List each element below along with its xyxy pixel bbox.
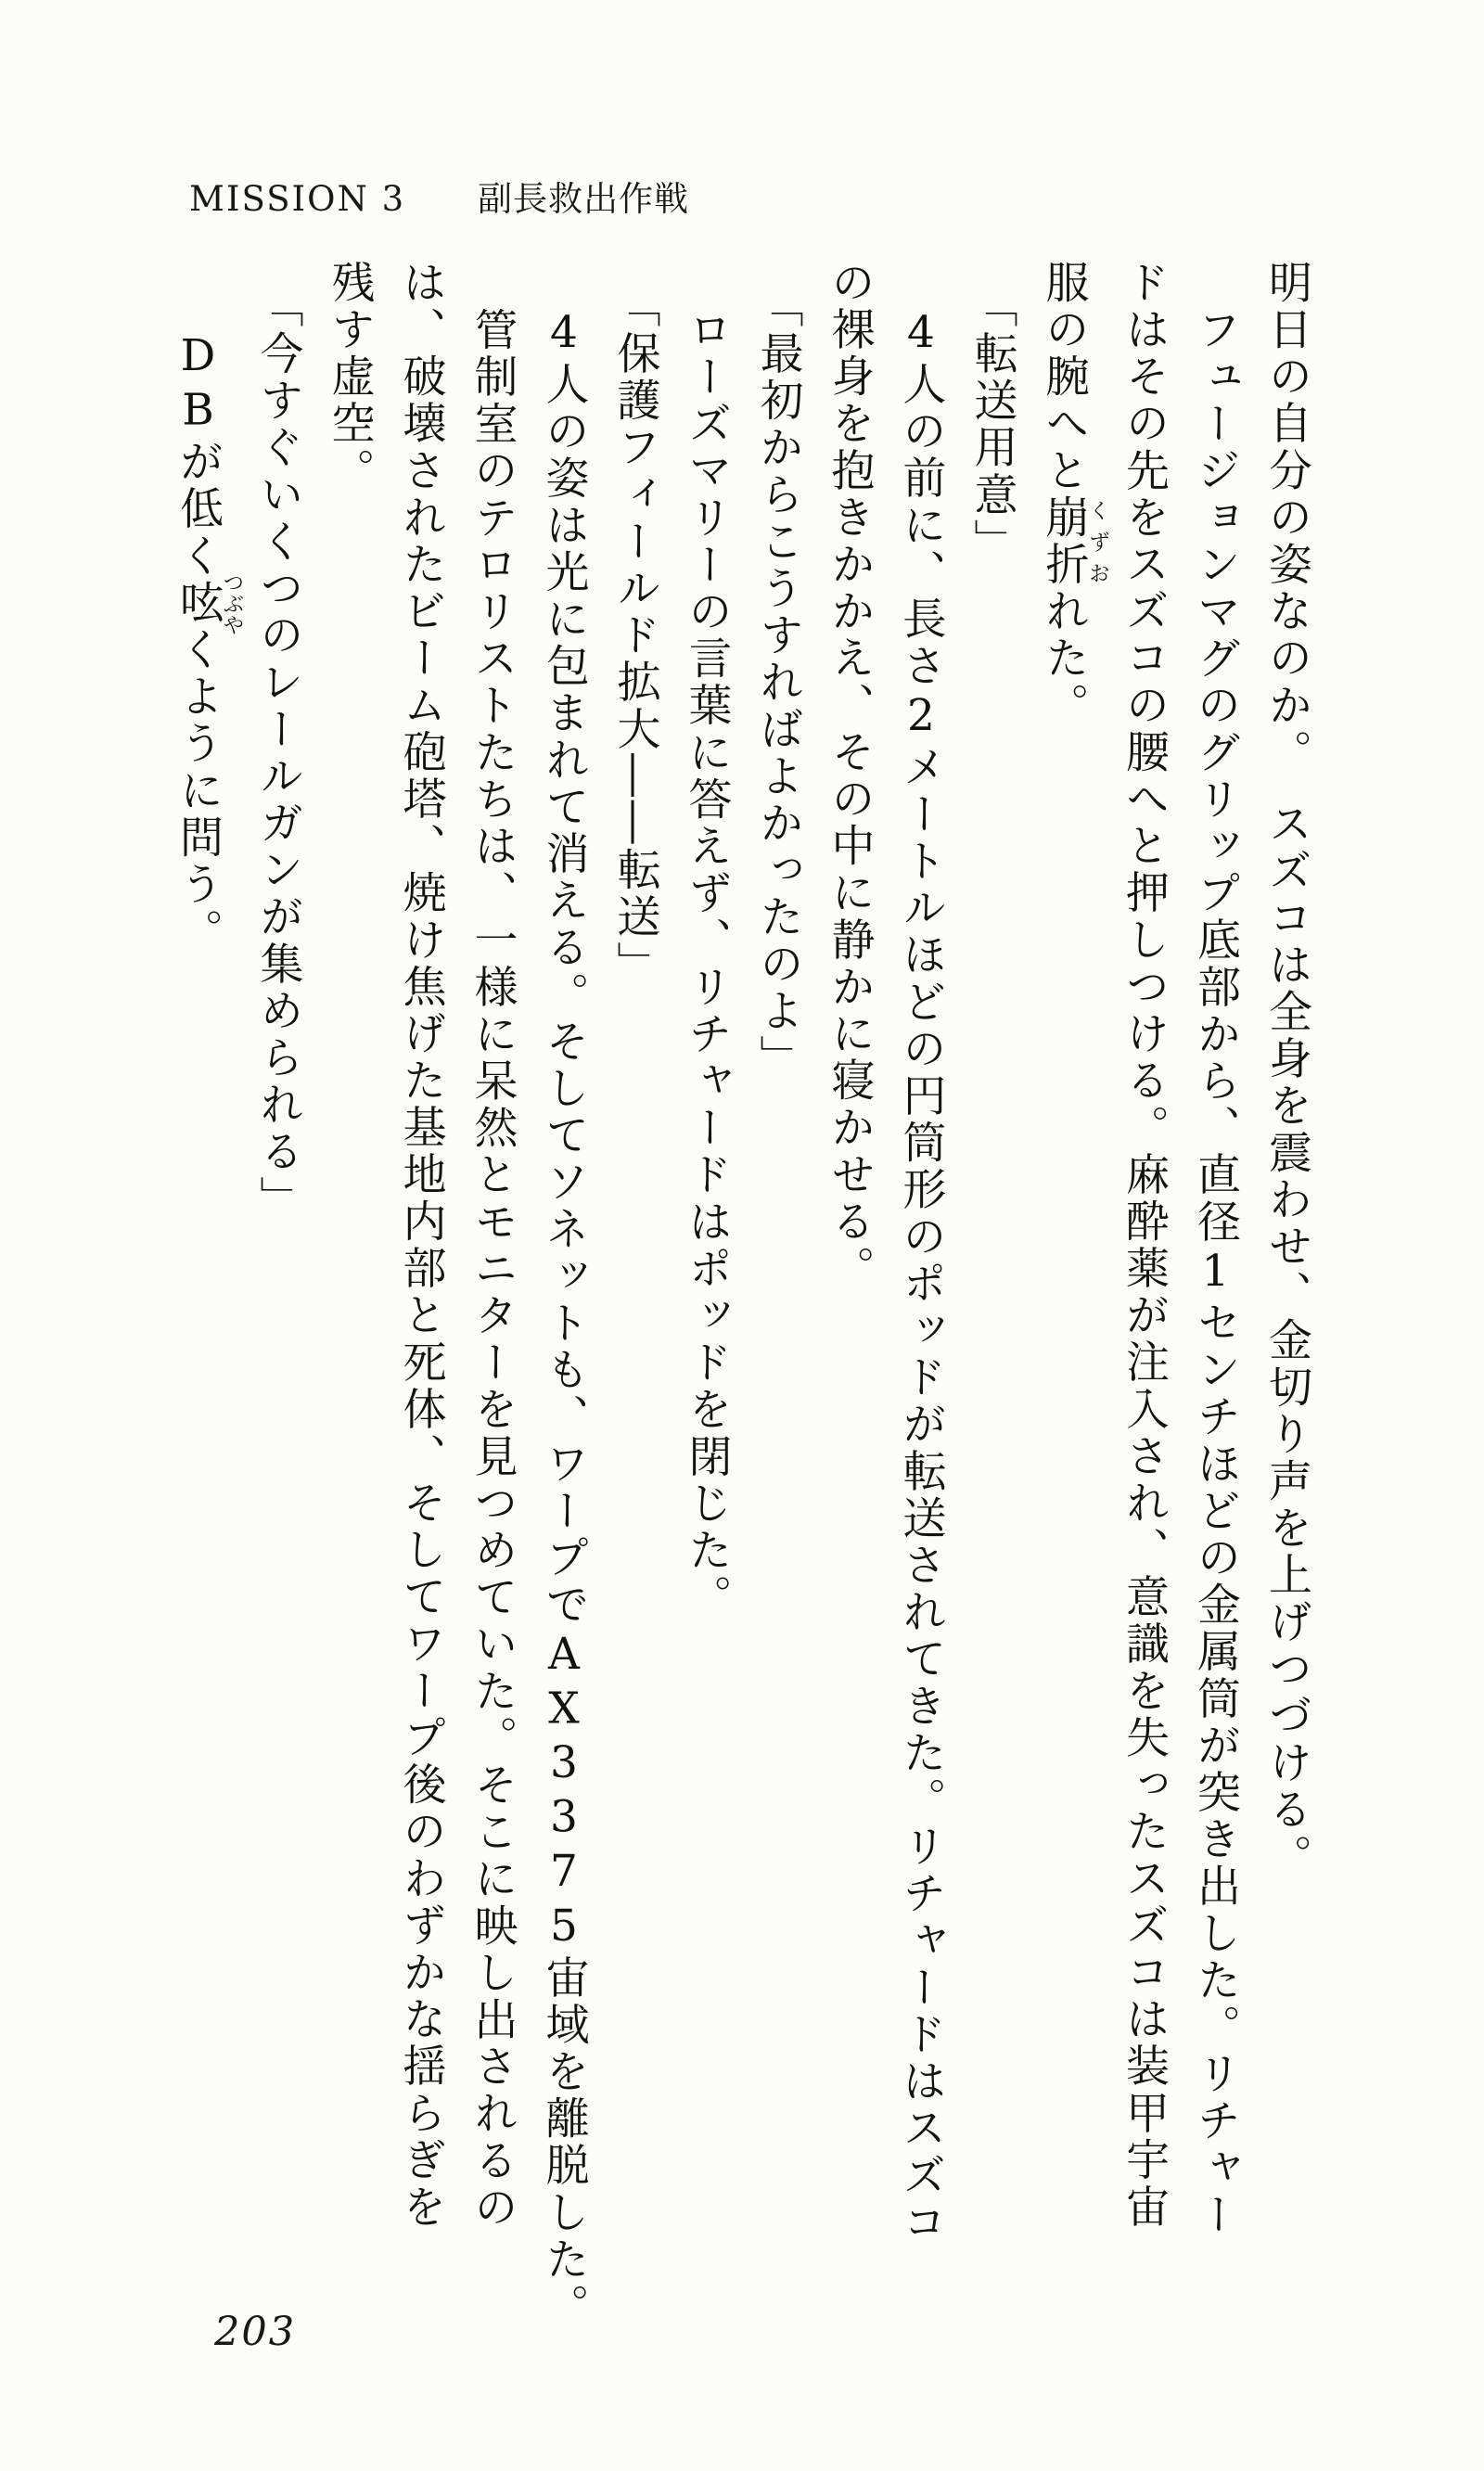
page-number: 203	[214, 2309, 297, 2355]
upright-text: 1	[1190, 1246, 1241, 1300]
text-column-3: ドはその先をスズコの腰へと押しつける。麻酔薬が注入され、意識を失ったスズコは装甲宇宙	[1119, 260, 1170, 2232]
text-column-12: 管制室のテロリストたちは、一様に呆然とモニターを見つめていた。そこに映し出されるの	[467, 307, 518, 2232]
text-column-16: DBが低く呟つぶやくように問う。	[173, 330, 244, 955]
text-column-15: 「今すぐいくつのレールガンが集められる」	[252, 284, 304, 1223]
text-block	[162, 260, 1323, 2331]
text-column-14: 残す虚空。	[324, 260, 376, 494]
upright-text: 4	[895, 307, 947, 362]
mission-label: MISSION 3	[189, 179, 406, 219]
text-column-11: 4人の姿は光に包まれて消える。そしてソネットも、ワープでAX3375宙域を離脱した。	[538, 307, 590, 2331]
running-header	[189, 171, 689, 221]
text-column-9: ローズマリーの言葉に答えず、リチャードはポッドを閉じた。	[681, 307, 733, 1621]
text-column-5: 「転送用意」	[966, 284, 1018, 566]
text-column-8: 「最初からこうすればよかったのよ」	[752, 284, 804, 1082]
text-column-1: 明日の自分の姿なのか。 スズコは全身を震わせ、金切り声を上げつづける。	[1261, 260, 1312, 1881]
text-column-7: の裸身を抱きかかえ、その中に静かに寝かせる。	[824, 260, 876, 1293]
ruby-annotation: 呟つぶや	[173, 570, 244, 635]
ruby-annotation: 崩折くずお	[1038, 494, 1109, 589]
text-column-10: 「保護フィールド拡大――転送」	[609, 284, 661, 988]
upright-text: AX3375	[538, 1628, 590, 1955]
upright-text: 4	[538, 307, 590, 362]
upright-text: DB	[173, 330, 224, 440]
text-column-2: フュージョンマグのグリップ底部から、直径1センチほどの金属筒が突き出した。リチャー	[1190, 307, 1241, 2239]
chapter-title: 副長救出作戦	[478, 179, 690, 219]
text-column-6: 4人の前に、長さ2メートルほどの円筒形のポッドが転送されてきた。リチャードはスズコ	[895, 307, 947, 2247]
upright-text: 2	[895, 689, 947, 745]
text-column-4: 服の腕へと崩折くずおれた。	[1038, 260, 1109, 730]
text-column-13: は、破壊されたビーム砲塔、焼け焦げた基地内部と死体、そしてワープ後のわずかな揺らぎを	[395, 260, 447, 2232]
